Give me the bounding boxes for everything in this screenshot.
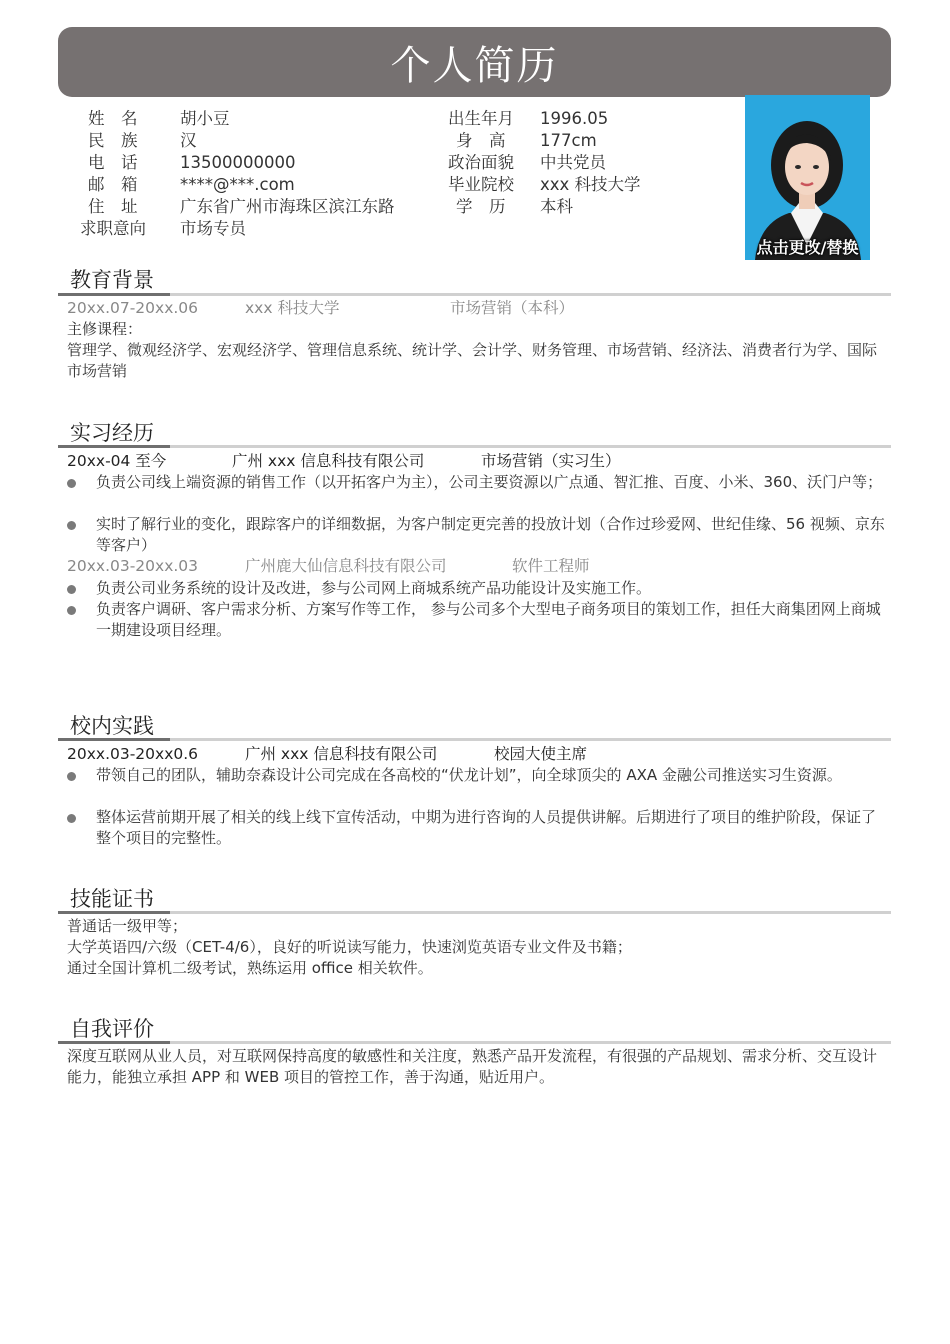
skill-line-3: 通过全国计算机二级考试，熟练运用 office 相关软件。	[67, 959, 433, 977]
campus-role: 校园大使主席	[494, 745, 588, 763]
label-ethnicity: 民 族	[88, 131, 138, 150]
job1-company: 广州 xxx 信息科技有限公司	[232, 452, 425, 470]
job2-role: 软件工程师	[512, 557, 590, 575]
job2-bullet-1	[67, 578, 885, 599]
label-email: 邮 箱	[88, 175, 138, 194]
value-birth: 1996.05	[540, 109, 609, 128]
campus-bullet-1	[67, 765, 885, 807]
label-name: 姓 名	[88, 109, 138, 128]
value-degree: 本科	[540, 197, 573, 216]
section-divider-education	[58, 293, 891, 296]
job1-role: 市场营销（实习生）	[481, 452, 621, 470]
label-political: 政治面貌	[448, 153, 514, 172]
job1-bullet-1	[67, 472, 885, 514]
self-eval-text: 深度互联网从业人员，对互联网保持高度的敏感性和关注度，熟悉产品开发流程，有很强的产品规划、需求分析、交互设计能力，能独立承担 APP 和 WEB 项目的管控工作，善于沟通，贴近用户。	[67, 1047, 878, 1086]
value-political: 中共党员	[540, 153, 606, 172]
profile-photo[interactable]	[745, 95, 870, 260]
value-ethnicity: 汉	[180, 131, 197, 150]
value-height: 177cm	[540, 131, 597, 150]
label-school: 毕业院校	[448, 175, 514, 194]
label-height: 身 高	[456, 131, 506, 150]
campus-bullet-1-text: 带领自己的团队，辅助奈森设计公司完成在各高校的“伏龙计划”，向全球顶尖的 AXA 金融公司推送实习生资源。	[96, 766, 842, 784]
courses-list: 管理学、微观经济学、宏观经济学、管理信息系统、统计学、会计学、财务管理、市场营销、经济法、消费者行为学、国际市场营销	[67, 341, 878, 380]
skill-line-2: 大学英语四/六级（CET-4/6），良好的听说读写能力，快速浏览英语专业文件及书籍；	[67, 938, 632, 956]
section-title-internship: 实习经历	[70, 421, 154, 445]
section-title-campus: 校内实践	[70, 714, 154, 738]
section-divider-campus	[58, 738, 891, 741]
job2-company: 广州鹿大仙信息科技有限公司	[245, 557, 447, 575]
job1-bullet-2-text: 实时了解行业的变化，跟踪客户的详细数据，为客户制定更完善的投放计划（合作过珍爱网、世纪佳缘、56 视频、京东等客户）	[96, 515, 885, 554]
section-divider-self-eval	[58, 1041, 891, 1044]
resume-title-bar	[58, 27, 891, 97]
job2-period: 20xx.03-20xx.03	[67, 557, 199, 575]
value-name: 胡小豆	[180, 109, 230, 128]
job2-bullet-2-text: 负责客户调研、客户需求分析、方案写作等工作， 参与公司多个大型电子商务项目的策划工作，担任大商集团网上商城一期建设项目经理。	[96, 600, 881, 639]
campus-period: 20xx.03-20xx0.6	[67, 745, 199, 763]
section-title-skills: 技能证书	[70, 887, 154, 911]
photo-caption[interactable]: 点击更改/替换	[756, 238, 859, 257]
job1-period: 20xx-04 至今	[67, 452, 167, 470]
personal-info-right	[448, 108, 738, 223]
label-degree: 学 历	[456, 197, 506, 216]
education-school: xxx 科技大学	[245, 299, 340, 317]
value-job-intention: 市场专员	[180, 219, 246, 238]
value-school: xxx 科技大学	[540, 175, 641, 194]
job2-bullet-1-text: 负责公司业务系统的设计及改进，参与公司网上商城系统产品功能设计及实施工作。	[96, 579, 652, 597]
label-phone: 电 话	[88, 153, 138, 172]
courses-label: 主修课程：	[67, 320, 143, 338]
skill-line-1: 普通话一级甲等；	[67, 917, 188, 935]
campus-company: 广州 xxx 信息科技有限公司	[245, 745, 438, 763]
job1-bullet-2	[67, 514, 885, 556]
job2-bullet-2	[67, 599, 885, 641]
resume-title: 个人简历	[390, 42, 559, 89]
section-title-education: 教育背景	[70, 268, 154, 292]
campus-bullet-2	[67, 807, 885, 849]
label-address: 住 址	[88, 197, 138, 216]
education-major: 市场营销（本科）	[450, 299, 575, 317]
value-address: 广东省广州市海珠区滨江东路	[180, 197, 395, 216]
section-divider-skills	[58, 911, 891, 914]
section-divider-internship	[58, 445, 891, 448]
value-email: ****@***.com	[180, 175, 295, 194]
education-period: 20xx.07-20xx.06	[67, 299, 199, 317]
section-title-self-eval: 自我评价	[70, 1017, 154, 1041]
value-phone: 13500000000	[180, 153, 296, 172]
campus-bullet-2-text: 整体运营前期开展了相关的线上线下宣传活动，中期为进行咨询的人员提供讲解。后期进行了项目的维护阶段，保证了整个项目的完整性。	[96, 808, 877, 847]
job1-bullet-1-text: 负责公司线上端资源的销售工作（以开拓客户为主），公司主要资源以广点通、智汇推、百度、小米、360、沃门户等；	[96, 473, 883, 491]
label-job-intention: 求职意向	[80, 219, 146, 238]
personal-info-left	[80, 108, 430, 243]
label-birth: 出生年月	[448, 109, 514, 128]
